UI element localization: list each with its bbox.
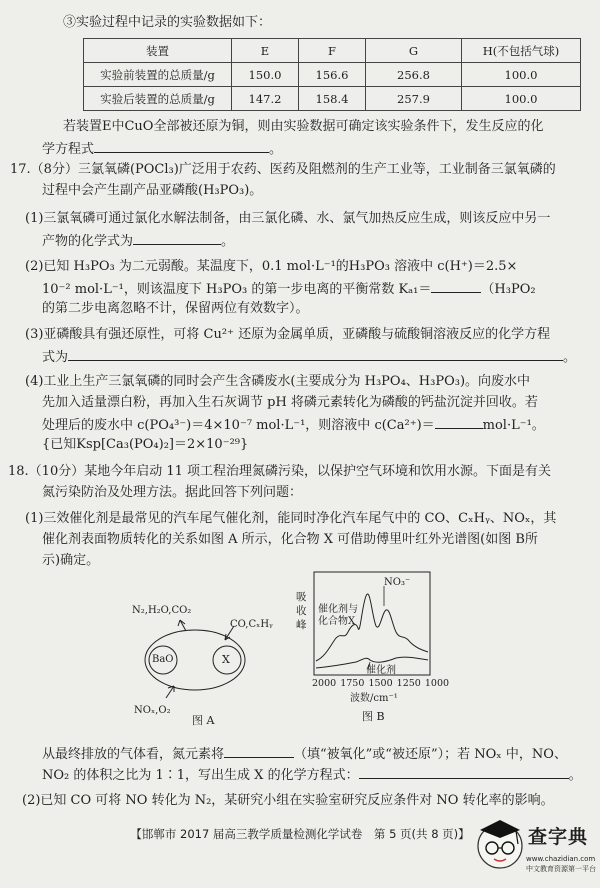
answer-blank xyxy=(68,347,563,361)
figure-a xyxy=(130,598,280,728)
x-tick: 2000 xyxy=(312,678,337,689)
q17-heading-cont: 过程中会产生副产品亚磷酸(H₃PO₃)。 xyxy=(42,183,263,198)
q18-heading: 18.（10分）某地今年启动 11 项工程治理氮磷污染，以保护空气环境和饮用水源。下面是有关 xyxy=(8,464,552,479)
logo-url: www.chazidian.com xyxy=(526,855,596,863)
table-cell: 256.8 xyxy=(366,63,462,87)
q17-2-text-cont: 的第二步电离忽略不计，保留两位有效数字）。 xyxy=(42,301,309,316)
figure-a-top-label: N₂,H₂O,CO₂ xyxy=(132,605,192,616)
q18-1-fill-text-cont xyxy=(42,765,582,785)
answer-blank xyxy=(224,744,294,758)
table-cell: 实验前装置的总质量/g xyxy=(84,63,232,87)
logo-slogan: 中文教育资源第一平台 xyxy=(526,865,596,873)
q17-2-text: (2)已知 H₃PO₃ 为二元弱酸。某温度下，0.1 mol·L⁻¹的H₃PO₃ 溶液中 c(H⁺)＝2.5× xyxy=(25,259,518,274)
answer-blank xyxy=(94,139,269,153)
experiment-data-intro: ③实验过程中记录的实验数据如下： xyxy=(63,15,272,30)
q17-4-given: {已知Ksp[Ca₃(PO₄)₂]＝2×10⁻²⁹} xyxy=(42,437,249,452)
q18-1-text: (1)三效催化剂是最常见的汽车尾气催化剂，能同时净化汽车尾气中的 CO、CₓHᵧ、NOₓ，其 xyxy=(25,511,557,526)
q18-1-fill-text xyxy=(42,744,567,764)
q17-1-text-cont: 产物的化学式为 。 xyxy=(42,231,234,251)
question-text: 学方程式 。 xyxy=(42,139,282,159)
table-cell: 147.2 xyxy=(232,87,299,111)
figure-a-bottom-label: NOₓ,O₂ xyxy=(134,705,171,716)
table-header: E xyxy=(232,39,299,63)
figure-a-x-node: X xyxy=(222,653,230,666)
table-cell: 100.0 xyxy=(462,87,581,111)
q18-1-text-cont: 示)确定。 xyxy=(42,553,100,568)
experiment-data-table xyxy=(83,38,581,111)
figure-a-caption: 图 A xyxy=(192,714,215,727)
figure-b-upper-label: 催化剂与化合物X xyxy=(318,604,358,627)
table-cell: 实验后装置的总质量/g xyxy=(84,87,232,111)
question-text-part: 。 xyxy=(568,768,582,783)
figure-a-bao-node: BaO xyxy=(152,654,174,665)
q17-3-text: (3)亚磷酸具有强还原性，可将 Cu²⁺ 还原为金属单质，亚磷酸与硫酸铜溶液反应的化学方程 xyxy=(25,327,551,342)
x-tick: 1500 xyxy=(368,678,393,689)
q17-4-text-cont xyxy=(42,415,545,435)
q17-2-text-cont xyxy=(42,279,536,299)
table-cell: 257.9 xyxy=(366,87,462,111)
table-header: G xyxy=(366,39,462,63)
figure-a-right-label: CO,CₓHᵧ xyxy=(230,619,273,630)
question-text-part: （填“被氧化”或“被还原”）；若 NOₓ 中，NO、 xyxy=(294,747,567,762)
table-cell: 158.4 xyxy=(299,87,366,111)
q18-1-text-cont: 催化剂表面物质转化的关系如图 A 所示，化合物 X 可借助傅里叶红外光谱图(如图 B所 xyxy=(42,532,538,547)
q17-3-text-cont: 式为 。 xyxy=(42,347,576,367)
table-row xyxy=(84,63,581,87)
table-cell: 100.0 xyxy=(462,63,581,87)
answer-blank xyxy=(435,415,483,429)
question-text-part: （H₃PO₂ xyxy=(481,282,536,297)
q18-heading-cont: 氮污染防治及处理方法。据此回答下列问题： xyxy=(42,485,303,500)
page-footer: 【邯郸市 2017 届高三教学质量检测化学试卷 第 5 页(共 8 页)】 xyxy=(130,827,470,841)
figure-b-caption: 图 B xyxy=(362,710,385,723)
q17-4-text: (4)工业上生产三氯氧磷的同时会产生含磷废水(主要成分为 H₃PO₄、H₃PO₃)。向废水中 xyxy=(25,374,531,389)
answer-blank xyxy=(359,765,569,779)
question-text-part: 学方程式 xyxy=(42,142,95,157)
figure-b-peak-label: NO₃⁻ xyxy=(384,577,411,588)
answer-blank xyxy=(431,279,481,293)
answer-blank xyxy=(133,231,221,245)
table-cell: 150.0 xyxy=(232,63,299,87)
table-header: 装置 xyxy=(84,39,232,63)
x-tick: 1250 xyxy=(396,678,421,689)
question-text-part: 从最终排放的气体看，氮元素将 xyxy=(42,747,225,762)
table-row xyxy=(84,87,581,111)
table-header: F xyxy=(299,39,366,63)
table-header: H(不包括气球) xyxy=(462,39,581,63)
q17-heading: 17.（8分）三氯氧磷(POCl₃)广泛用于农药、医药及阻燃剂的生产工业等，工业制备三氯氧磷的 xyxy=(10,162,556,177)
figure-b-lower-label: 催化剂 xyxy=(366,665,396,676)
table-cell: 156.6 xyxy=(299,63,366,87)
q17-4-text-cont: 先加入适量漂白粉，再加入生石灰调节 pH 将磷元素转化为磷酸的钙盐沉淀并回收。若 xyxy=(42,395,538,410)
figure-b-xlabel: 波数/cm⁻¹ xyxy=(350,693,398,704)
question-text-part: 处理后的废水中 c(PO₄³⁻)＝4×10⁻⁷ mol·L⁻¹，则溶液中 c(Ca²⁺)＝ xyxy=(42,418,435,433)
question-text-part: mol·L⁻¹。 xyxy=(482,418,545,433)
question-text-part: NO₂ 的体积之比为 1∶1，写出生成 X 的化学方程式： xyxy=(42,768,359,783)
q17-1-text: (1)三氯氧磷可通过氯化水解法制备，由三氯化磷、水、氯气加热反应生成，则该反应中另一 xyxy=(25,211,551,226)
x-tick: 1000 xyxy=(424,678,450,689)
figure-b-ylabel: 吸收峰 xyxy=(296,591,307,631)
question-text-part: 10⁻² mol·L⁻¹，则该温度下 H₃PO₃ 的第一步电离的平衡常数 Kₐ₁＝ xyxy=(42,282,432,297)
question-text-part: 式为 xyxy=(42,350,69,365)
q18-2-text: (2)已知 CO 可将 NO 转化为 N₂，某研究小组在实验室研究反应条件对 NO 转化率的影响。 xyxy=(22,793,554,808)
logo-title: 查字典 xyxy=(528,826,589,848)
x-tick: 1750 xyxy=(340,678,365,689)
question-text-part: 产物的化学式为 xyxy=(42,234,134,249)
question-text: 若装置E中CuO全部被还原为铜，则由实验数据可确定该实验条件下，发生反应的化 xyxy=(63,119,544,134)
table-header-row xyxy=(84,39,581,63)
chazidian-logo xyxy=(472,800,600,884)
